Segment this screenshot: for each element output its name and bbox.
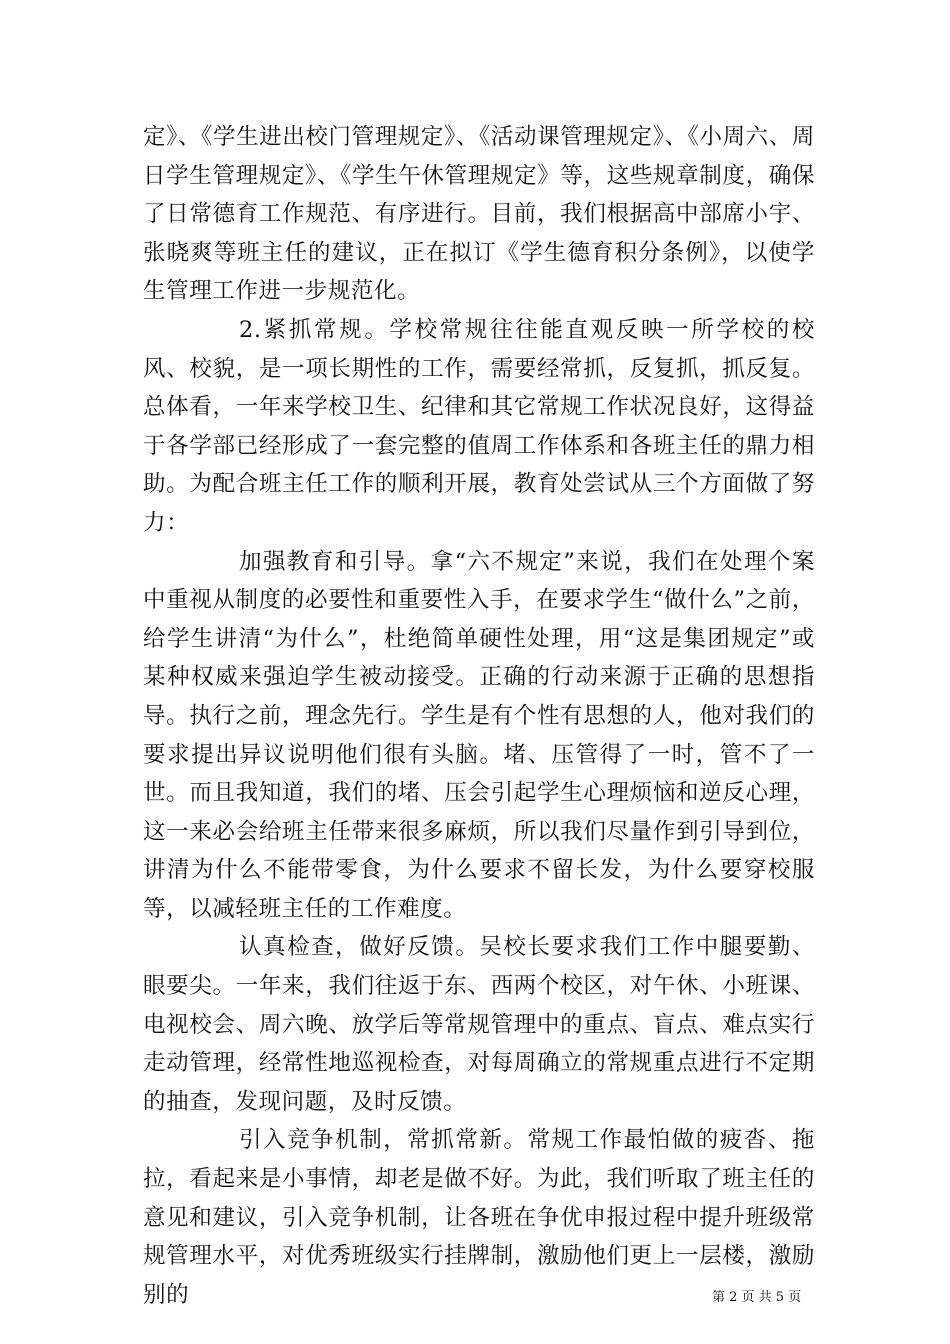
- paragraph-education-guidance: 加强教育和引导。拿“六不规定”来说，我们在处理个案中重视从制度的必要性和重要性入手，在要求学生“做什么”之前，给学生讲清“为什么”，杜绝简单硬性处理，用“这是集团规定”或某种权威来强迫学生被动接受。正确的行动来源于正确的思想指导。执行之前，理念先行。学生是有个性有思想的人，他对我们的要求提出异议说明他们很有头脑。堵、压管得了一时，管不了一世。而且我知道，我们的堵、压会引起学生心理烦恼和逆反心理，这一来必会给班主任带来很多麻烦，所以我们尽量作到引导到位，讲清为什么不能带零食，为什么要求不留长发，为什么要穿校服等，以减轻班主任的工作难度。: [143, 548, 815, 922]
- paragraph-inspection-feedback: 认真检查，做好反馈。吴校长要求我们工作中腿要勤、眼要尖。一年来，我们往返于东、西两个校区，对午休、小班课、电视校会、周六晚、放学后等常规管理中的重点、盲点、难点实行走动管理，经常性地巡视检查，对每周确立的常规重点进行不定期的抽查，发现问题，及时反馈。: [143, 934, 815, 1115]
- paragraph-competition-mechanism: 引入竞争机制，常抓常新。常规工作最怕做的疲沓、拖拉，看起来是小事情，却老是做不好。为此，我们听取了班主任的意见和建议，引入竞争机制，让各班在争优申报过程中提升班级常规管理水平，对优秀班级实行挂牌制，激励他们更上一层楼，激励别的: [143, 1127, 815, 1308]
- document-body: [143, 118, 815, 1314]
- page-number-footer: 第 2 页 共 5 页: [712, 1290, 802, 1305]
- paragraph-regulations-continued: 定》、《学生进出校门管理规定》、《活动课管理规定》、《小周六、周日学生管理规定》、《学生午休管理规定》等，这些规章制度，确保了日常德育工作规范、有序进行。目前，我们根据高中部席小宇、张晓爽等班主任的建议，正在拟订《学生德育积分条例》，以使学生管理工作进一步规范化。: [143, 124, 815, 305]
- paragraph-routine-management: 2.紧抓常规。学校常规往往能直观反映一所学校的校风、校貌，是一项长期性的工作，需要经常抓，反复抓，抓反复。总体看，一年来学校卫生、纪律和其它常规工作状况良好，这得益于各学部已经形成了一套完整的值周工作体系和各班主任的鼎力相助。为配合班主任工作的顺利开展，教育处尝试从三个方面做了努力：: [143, 316, 815, 536]
